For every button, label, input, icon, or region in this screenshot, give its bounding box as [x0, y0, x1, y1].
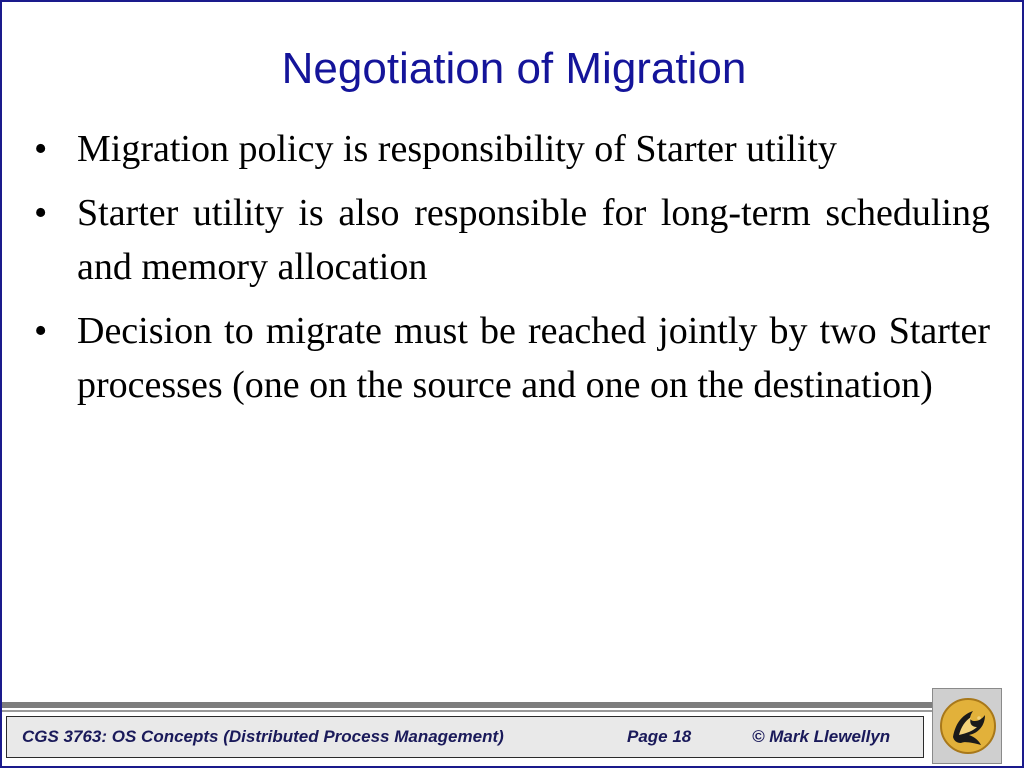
- bullet-dot: •: [34, 310, 48, 352]
- footer-author: © Mark Llewellyn: [752, 727, 891, 746]
- bullet-item: [32, 304, 990, 412]
- footer-page-number: Page 18: [627, 727, 692, 746]
- bullet-text: Starter utility is also responsible for long-term scheduling and memory allocation: [77, 192, 990, 288]
- bullet-text: Migration policy is responsibility of Starter utility: [77, 128, 837, 170]
- logo-box: [932, 688, 1002, 764]
- footer-course: CGS 3763: OS Concepts (Distributed Process Management): [22, 727, 504, 746]
- bullet-text: Decision to migrate must be reached jointly by two Starter processes (one on the source and one on the destination): [77, 310, 990, 406]
- bullet-item: [32, 122, 990, 176]
- bullet-dot: •: [34, 192, 48, 234]
- bullet-item: [32, 186, 990, 294]
- footer-stripe: [2, 702, 932, 708]
- footer-stripe-line: [2, 710, 932, 712]
- slide-title: Negotiation of Migration: [281, 44, 747, 93]
- bullet-list: [32, 122, 990, 422]
- bullet-dot: •: [34, 128, 48, 170]
- pegasus-logo-icon: [939, 697, 997, 755]
